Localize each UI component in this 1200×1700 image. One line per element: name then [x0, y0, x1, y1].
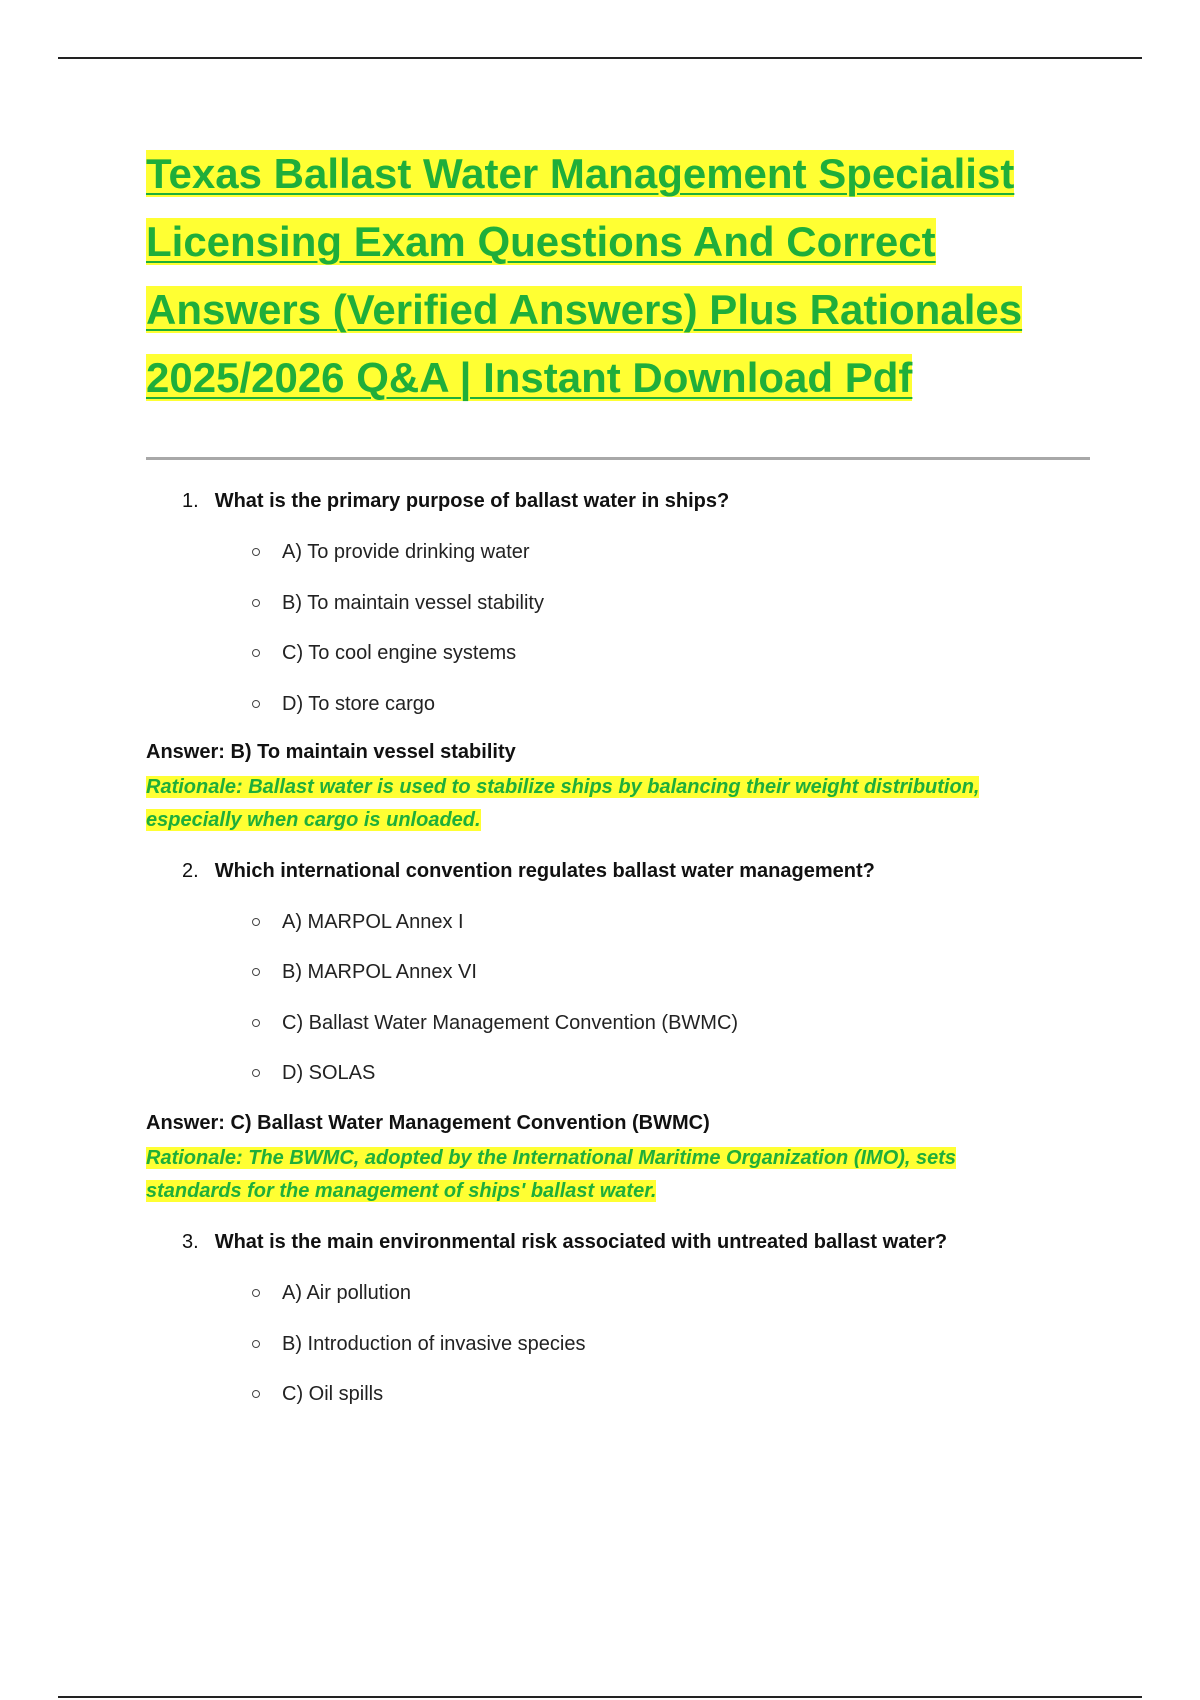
- answer: Answer: C) Ballast Water Management Convention (BWMC): [146, 1112, 710, 1134]
- question-number: 1.: [182, 490, 199, 512]
- top-rule: [58, 57, 1142, 59]
- circle-bullet-icon: [252, 968, 260, 976]
- title-line: Licensing Exam Questions And Correct: [146, 218, 936, 265]
- option: [252, 959, 477, 985]
- circle-bullet-icon: [252, 700, 260, 708]
- question-text: What is the main environmental risk associated with untreated ballast water?: [214, 1231, 948, 1253]
- option: [252, 590, 544, 616]
- circle-bullet-icon: [252, 548, 260, 556]
- rationale: [146, 771, 1046, 837]
- option-text: D) SOLAS: [282, 1062, 376, 1084]
- option-text: C) Oil spills: [282, 1383, 384, 1405]
- question-text: What is the primary purpose of ballast water in ships?: [214, 490, 730, 512]
- option: [252, 1010, 738, 1036]
- question-2: [146, 858, 1096, 884]
- option: [252, 539, 530, 565]
- option-text: A) MARPOL Annex I: [282, 911, 464, 933]
- circle-bullet-icon: [252, 599, 260, 607]
- circle-bullet-icon: [252, 1019, 260, 1027]
- option: [252, 691, 435, 717]
- question-text: Which international convention regulates ballast water management?: [214, 860, 875, 882]
- option: [252, 1381, 383, 1407]
- question-number: 2.: [182, 860, 199, 882]
- section-divider: [146, 457, 1090, 460]
- title-line: Texas Ballast Water Management Specialist: [146, 150, 1015, 197]
- rationale: [146, 1142, 1046, 1208]
- circle-bullet-icon: [252, 1289, 260, 1297]
- option: [252, 1331, 586, 1357]
- title-line: 2025/2026 Q&A | Instant Download Pdf: [146, 354, 913, 401]
- option-text: B) Introduction of invasive species: [282, 1333, 586, 1355]
- circle-bullet-icon: [252, 1069, 260, 1077]
- circle-bullet-icon: [252, 1340, 260, 1348]
- question-3: [146, 1229, 1096, 1255]
- rationale-line: standards for the management of ships' ballast water.: [146, 1180, 657, 1202]
- option-text: C) To cool engine systems: [282, 642, 517, 664]
- option-text: B) MARPOL Annex VI: [282, 961, 477, 983]
- option: [252, 1060, 375, 1086]
- rationale-line: Rationale: The BWMC, adopted by the International Maritime Organization (IMO), sets: [146, 1147, 957, 1169]
- option-text: D) To store cargo: [282, 693, 436, 715]
- question-number: 3.: [182, 1231, 199, 1253]
- option-text: A) To provide drinking water: [282, 541, 530, 563]
- option-text: C) Ballast Water Management Convention (BWMC): [282, 1012, 739, 1034]
- option-text: A) Air pollution: [282, 1282, 411, 1304]
- circle-bullet-icon: [252, 1390, 260, 1398]
- document-title: [146, 140, 1076, 412]
- circle-bullet-icon: [252, 918, 260, 926]
- circle-bullet-icon: [252, 649, 260, 657]
- rationale-line: especially when cargo is unloaded.: [146, 809, 481, 831]
- option-text: B) To maintain vessel stability: [282, 592, 544, 614]
- option: [252, 1280, 411, 1306]
- option: [252, 640, 516, 666]
- option: [252, 909, 464, 935]
- rationale-line: Rationale: Ballast water is used to stabilize ships by balancing their weight distribution,: [146, 776, 980, 798]
- answer: Answer: B) To maintain vessel stability: [146, 741, 516, 763]
- bottom-rule: [58, 1696, 1142, 1698]
- title-line: Answers (Verified Answers) Plus Rationales: [146, 286, 1023, 333]
- question-1: [146, 488, 1096, 514]
